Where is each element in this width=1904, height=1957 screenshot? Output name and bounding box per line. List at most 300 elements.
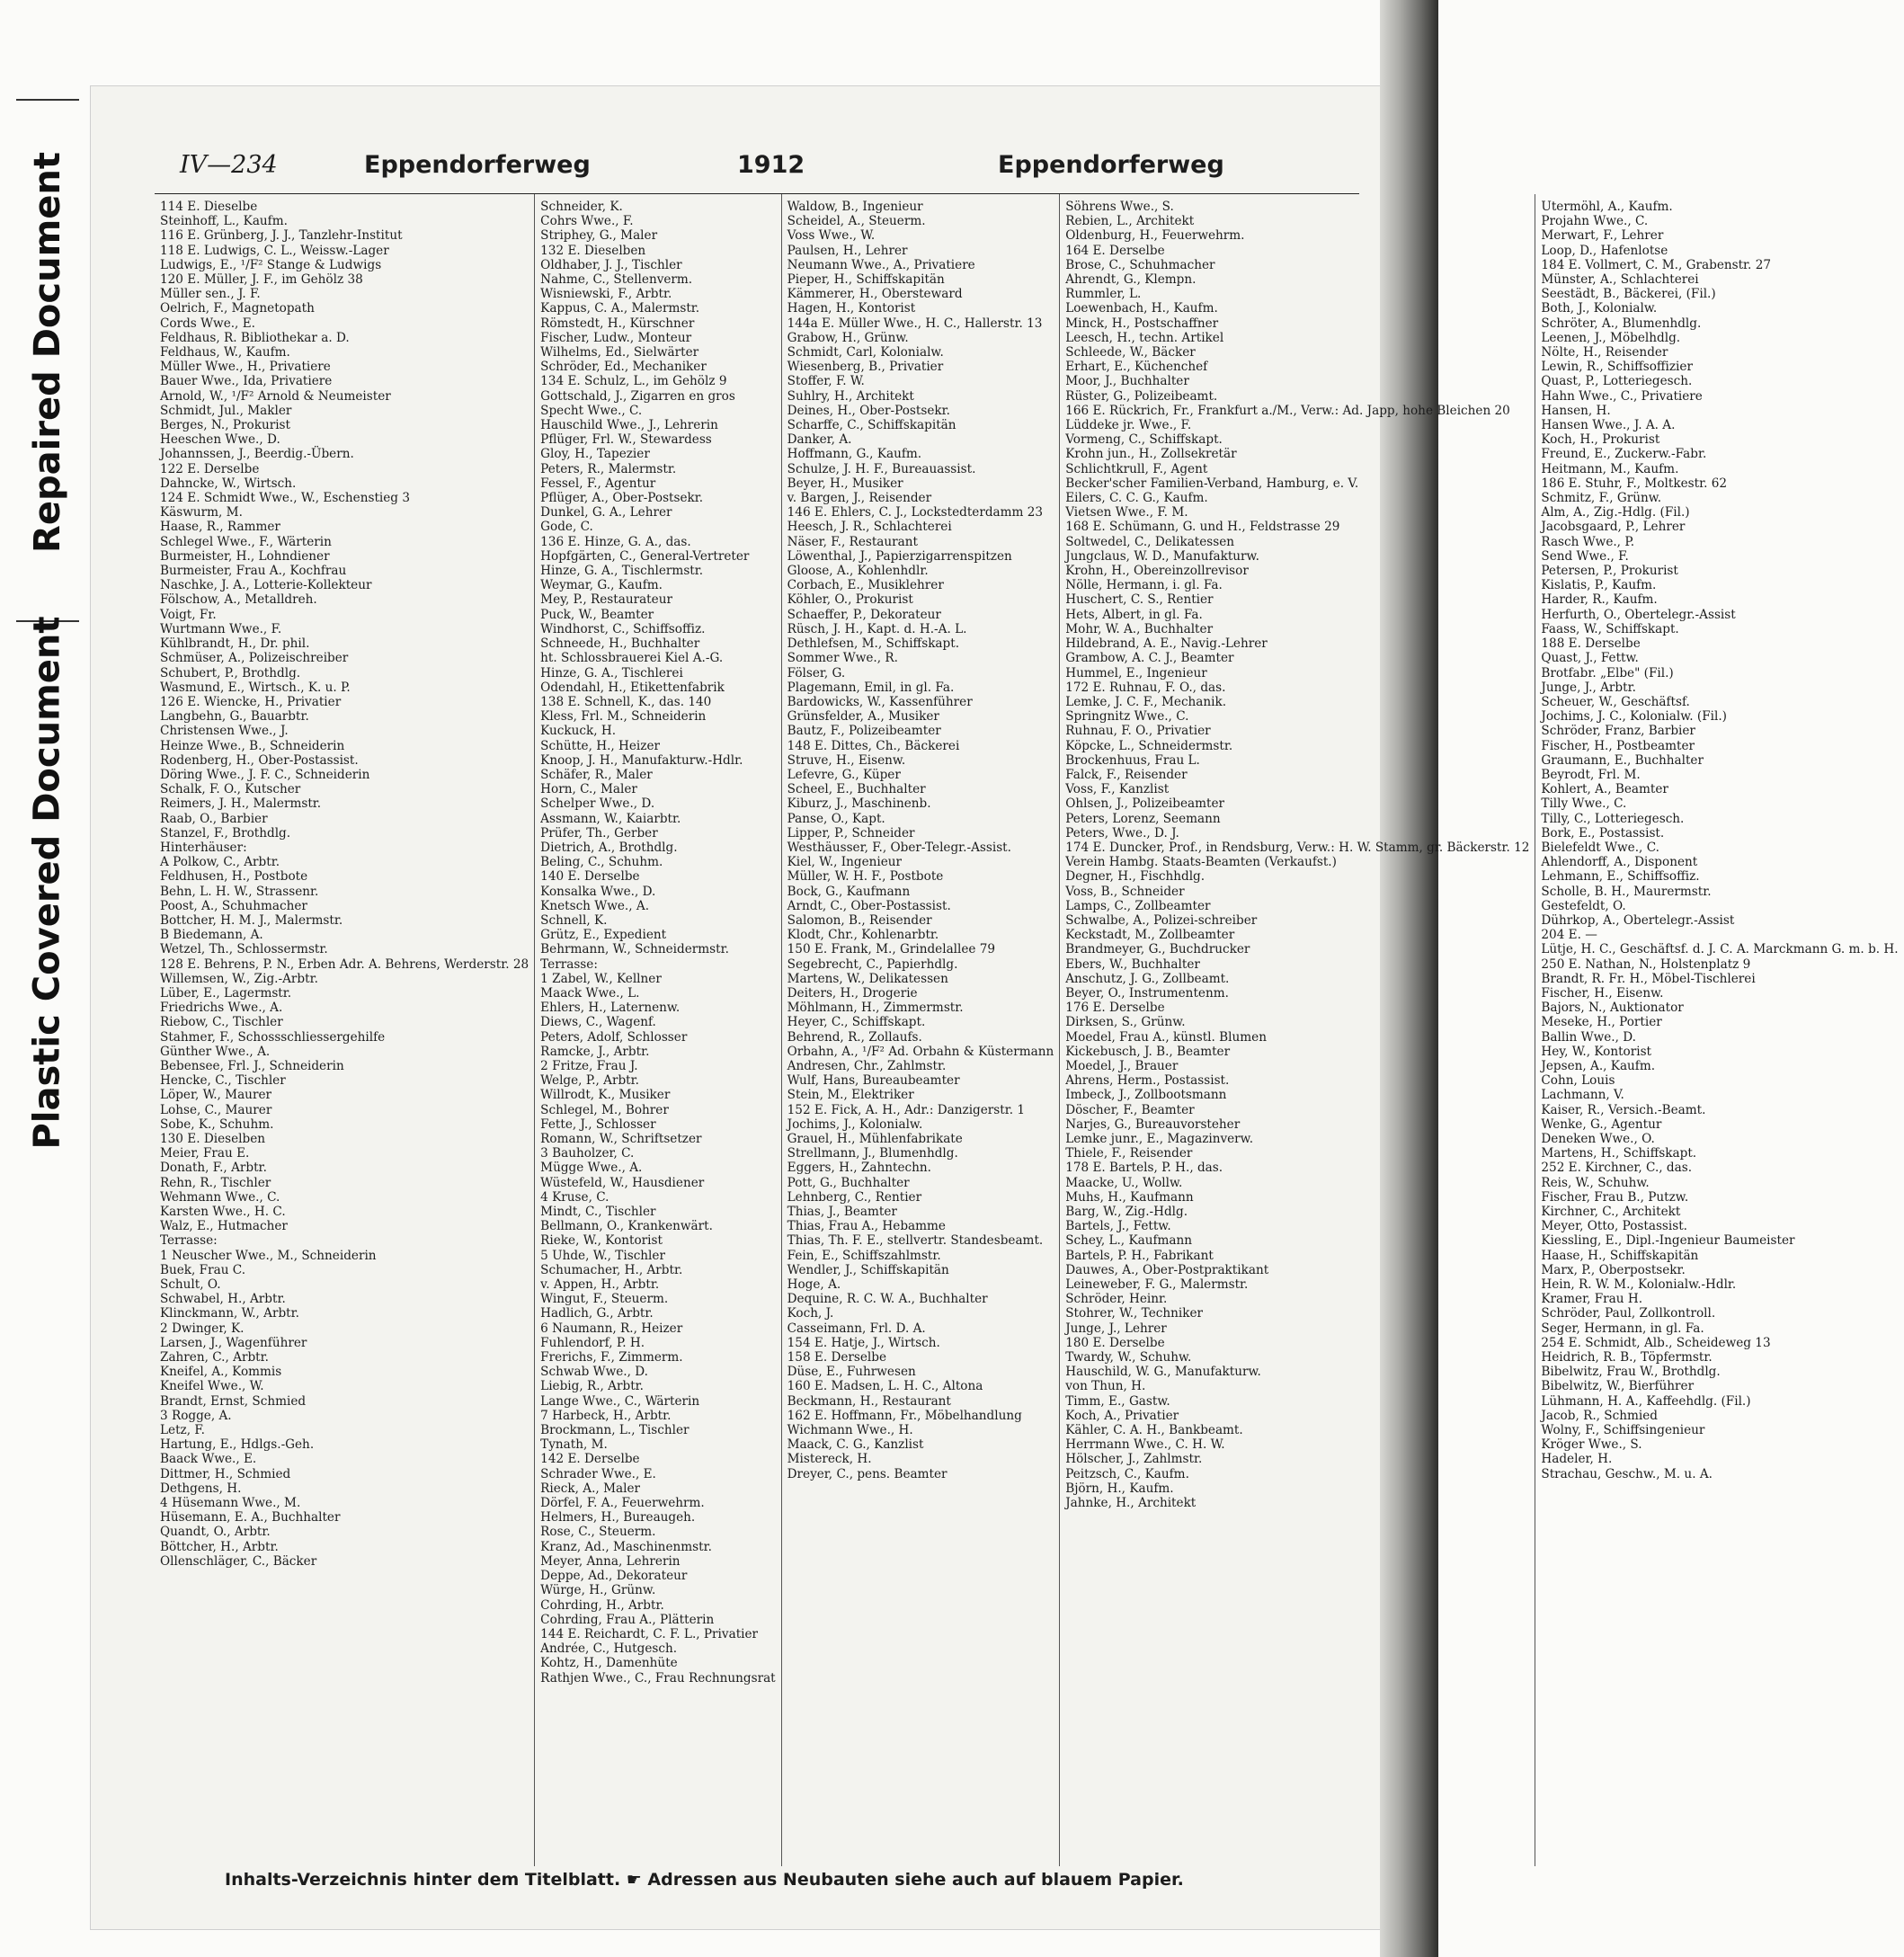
directory-entry: Schlegel, M., Bohrer — [540, 1102, 669, 1117]
directory-entry: Deneken Wwe., O. — [1541, 1132, 1655, 1146]
directory-entry: Vietsen Wwe., F. M. — [1065, 505, 1188, 520]
directory-entry: Schäfer, R., Maler — [540, 767, 653, 782]
directory-entry: Hets, Albert, in gl. Fa. — [1065, 607, 1203, 622]
directory-entry: Dietrich, A., Brothdlg. — [540, 840, 678, 855]
directory-entry: Bork, E., Postassist. — [1541, 825, 1665, 841]
directory-entry: Eggers, H., Zahntechn. — [787, 1161, 931, 1176]
directory-entry: Kiessling, E., Dipl.-Ingenieur Baumeister — [1541, 1233, 1795, 1249]
directory-entry: Beyrodt, Frl. M. — [1541, 767, 1641, 782]
directory-entry: Fessel, F., Agentur — [540, 476, 656, 491]
directory-entry: Hopfgärten, C., General-Vertreter — [540, 548, 750, 564]
directory-entry: 162 E. Hoffmann, Fr., Möbelhandlung — [787, 1408, 1022, 1423]
directory-entry: Windhorst, C., Schiffsoffiz. — [540, 621, 706, 636]
directory-entry: Heitmann, M., Kaufm. — [1541, 461, 1679, 476]
directory-entry: Lewin, R., Schiffsoffizier — [1541, 360, 1693, 375]
directory-entry: Schaeffer, P., Dekorateur — [787, 607, 941, 622]
directory-entry: Schlichtkrull, F., Agent — [1065, 461, 1208, 476]
directory-entry: Cords Wwe., E. — [160, 316, 255, 331]
directory-entry: Schneede, H., Buchhalter — [540, 636, 700, 652]
directory-entry: Scheidel, A., Steuerm. — [787, 214, 926, 229]
directory-entry: Näser, F., Restaurant — [787, 534, 918, 549]
directory-entry: Puck, W., Beamter — [540, 607, 654, 622]
directory-entry: Walz, E., Hutmacher — [160, 1219, 288, 1234]
directory-entry: Kühlbrandt, H., Dr. phil. — [160, 636, 310, 652]
directory-entry: Schmidt, Carl, Kolonialw. — [787, 345, 944, 360]
directory-entry: Rose, C., Steuerm. — [540, 1525, 656, 1540]
directory-entry: 148 E. Dittes, Ch., Bäckerei — [787, 738, 960, 753]
directory-entry: Hey, W., Kontorist — [1541, 1044, 1652, 1059]
directory-entry: Peitzsch, C., Kaufm. — [1065, 1466, 1189, 1481]
directory-entry: Thias, Th. F. E., stellvertr. Standesbeamt. — [787, 1233, 1044, 1249]
directory-entry: 2 Fritze, Frau J. — [540, 1058, 638, 1073]
directory-entry: Erhart, E., Küchenchef — [1065, 360, 1208, 375]
directory-entry: Moedel, Frau A., künstl. Blumen — [1065, 1029, 1267, 1045]
directory-entry: Kappus, C. A., Malermstr. — [540, 301, 700, 316]
directory-entry: 138 E. Schnell, K., das. 140 — [540, 694, 712, 709]
directory-entry: Kröger Wwe., S. — [1541, 1437, 1642, 1453]
directory-entry: Seestädt, B., Bäckerei, (Fil.) — [1541, 287, 1716, 302]
directory-entry: Knoop, J. H., Manufakturw.-Hdlr. — [540, 752, 743, 768]
directory-entry: Pieper, H., Schiffskapitän — [787, 272, 945, 288]
directory-entry: Grauel, H., Mühlenfabrikate — [787, 1132, 963, 1146]
directory-entry: Quast, P., Lotteriegesch. — [1541, 374, 1693, 389]
repaired-document-text: Repaired Document — [27, 152, 68, 553]
directory-entry: Muhs, H., Kaufmann — [1065, 1189, 1194, 1205]
directory-entry: Hummel, E., Ingenieur — [1065, 665, 1207, 681]
directory-entry: Mohr, W. A., Buchhalter — [1065, 621, 1214, 636]
directory-entry: Wetzel, Th., Schlossermstr. — [160, 942, 328, 957]
directory-entry: Schelper Wwe., D. — [540, 796, 655, 812]
directory-entry: Hencke, C., Tischler — [160, 1073, 286, 1089]
directory-entry: 174 E. Duncker, Prof., in Rendsburg, Verw.: H. W. Stamm, gr. Bäckerstr. 12 — [1065, 840, 1530, 855]
directory-entry: Kämmerer, H., Obersteward — [787, 287, 963, 302]
directory-entry: Gode, C. — [540, 520, 593, 535]
directory-entry: Haase, H., Schiffskapitän — [1541, 1248, 1699, 1263]
directory-entry: Mey, P., Restaurateur — [540, 592, 672, 608]
directory-entry: Maacke, U., Wollw. — [1065, 1175, 1183, 1190]
directory-entry: Mindt, C., Tischler — [540, 1205, 656, 1220]
directory-entry: 6 Naumann, R., Heizer — [540, 1321, 683, 1336]
directory-entry: Imbeck, J., Zollbootsmann — [1065, 1088, 1227, 1103]
directory-entry: Faass, W., Schiffskapt. — [1541, 621, 1679, 636]
plastic-covered-text: Plastic Covered Document — [27, 616, 68, 1150]
directory-entry: Verein Hambg. Staats-Beamten (Verkaufst.) — [1065, 855, 1337, 870]
directory-entry: 2 Dwinger, K. — [160, 1321, 245, 1336]
directory-entry: Bauer Wwe., Ida, Privatiere — [160, 374, 333, 389]
directory-entry: Assmann, W., Kaiarbtr. — [540, 811, 681, 826]
plastic-covered-label — [16, 616, 79, 1150]
directory-entry: Fischer, H., Postbeamter — [1541, 738, 1695, 753]
directory-entry: Cohrding, Frau A., Plätterin — [540, 1612, 715, 1627]
directory-entry: Rieke, W., Kontorist — [540, 1233, 663, 1249]
directory-entry: Arnold, W., ¹/F² Arnold & Neumeister — [160, 388, 391, 404]
directory-entry: Kramer, Frau H. — [1541, 1292, 1643, 1307]
directory-entry: Timm, E., Gastw. — [1065, 1393, 1170, 1409]
directory-entry: Böttcher, H., Arbtr. — [160, 1539, 279, 1554]
directory-entry: Nölte, H., Reisender — [1541, 345, 1668, 360]
directory-entry: Jahnke, H., Architekt — [1065, 1496, 1197, 1511]
directory-entry: 7 Harbeck, H., Arbtr. — [540, 1408, 672, 1423]
directory-columns — [155, 193, 1899, 1866]
directory-entry: Meier, Frau E. — [160, 1146, 250, 1161]
directory-entry: 254 E. Schmidt, Alb., Scheideweg 13 — [1541, 1335, 1771, 1350]
directory-entry: Seger, Hermann, in gl. Fa. — [1541, 1321, 1704, 1336]
directory-entry: Heyer, C., Schiffskapt. — [787, 1015, 926, 1030]
directory-entry: Hadlich, G., Arbtr. — [540, 1306, 654, 1321]
directory-entry: Gloy, H., Tapezier — [540, 447, 650, 462]
directory-entry: Huschert, C. S., Rentier — [1065, 592, 1214, 608]
directory-entry: Waldow, B., Ingenieur — [787, 200, 923, 214]
directory-entry: Romann, W., Schriftsetzer — [540, 1132, 702, 1146]
directory-entry: Dörfel, F. A., Feuerwehrm. — [540, 1496, 705, 1511]
directory-entry: Welge, P., Arbtr. — [540, 1073, 639, 1089]
directory-entry: Degner, H., Fischhdlg. — [1065, 869, 1206, 885]
directory-entry: Lefevre, G., Küper — [787, 767, 901, 782]
directory-entry: Käswurm, M. — [160, 505, 243, 520]
directory-entry: Terrasse: — [540, 956, 598, 972]
directory-entry: Orbahn, A., ¹/F² Ad. Orbahn & Küstermann — [787, 1044, 1054, 1059]
directory-entry: Kuckuck, H. — [540, 724, 617, 739]
directory-entry: Mistereck, H. — [787, 1452, 872, 1467]
directory-entry: Scharffe, C., Schiffskapitän — [787, 418, 956, 433]
directory-entry: 188 E. Derselbe — [1541, 636, 1641, 652]
directory-column-5 — [1535, 194, 1903, 1866]
page-number: IV—234 — [180, 151, 278, 179]
directory-entry: Stoffer, F. W. — [787, 374, 865, 389]
directory-entry: 1 Zabel, W., Kellner — [540, 971, 662, 986]
directory-entry: 120 E. Müller, J. F., im Gehölz 38 — [160, 272, 363, 288]
directory-entry: Schey, L., Kaufmann — [1065, 1233, 1193, 1249]
directory-entry: Scholle, B. H., Maurermstr. — [1541, 884, 1712, 899]
directory-entry: Lehnberg, C., Rentier — [787, 1189, 922, 1205]
directory-entry: Panse, O., Kapt. — [787, 811, 885, 826]
directory-entry: Döscher, F., Beamter — [1065, 1102, 1195, 1117]
directory-entry: Peters, Lorenz, Seemann — [1065, 811, 1221, 826]
directory-entry: Lütje, H. C., Geschäftsf. d. J. C. A. Marckmann G. m. b. H. — [1541, 942, 1899, 957]
directory-entry: Rebien, L., Architekt — [1065, 214, 1195, 229]
directory-entry: Brose, C., Schuhmacher — [1065, 257, 1215, 272]
directory-entry: 1 Neuscher Wwe., M., Schneiderin — [160, 1248, 377, 1263]
directory-entry: Rüster, G., Polizeibeamt. — [1065, 388, 1218, 404]
directory-entry: Möhlmann, H., Zimmermstr. — [787, 1001, 964, 1016]
directory-entry: Ohlsen, J., Polizeibeamter — [1065, 796, 1225, 812]
directory-entry: Cohrs Wwe., F. — [540, 214, 634, 229]
directory-entry: Tilly Wwe., C. — [1541, 796, 1627, 812]
directory-entry: Lühmann, H. A., Kaffeehdlg. (Fil.) — [1541, 1393, 1751, 1409]
directory-entry: Kiburz, J., Maschinenb. — [787, 796, 931, 812]
directory-entry: Hansen, H. — [1541, 403, 1611, 418]
directory-entry: Rehn, R., Tischler — [160, 1175, 271, 1190]
directory-entry: Düse, E., Fuhrwesen — [787, 1365, 916, 1380]
directory-entry: Buek, Frau C. — [160, 1262, 246, 1277]
directory-entry: Stein, M., Elektriker — [787, 1088, 914, 1103]
directory-entry: Behrend, R., Zollaufs. — [787, 1029, 922, 1045]
directory-entry: Schult, O. — [160, 1277, 221, 1293]
directory-entry: Tynath, M. — [540, 1437, 608, 1453]
directory-entry: Strachau, Geschw., M. u. A. — [1541, 1466, 1713, 1481]
directory-entry: Brockmann, L., Tischler — [540, 1423, 690, 1438]
directory-entry: Hinterhäuser: — [160, 840, 247, 855]
directory-entry: Voss, B., Schneider — [1065, 884, 1185, 899]
directory-entry: 136 E. Hinze, G. A., das. — [540, 534, 691, 549]
directory-entry: Wüstefeld, W., Hausdiener — [540, 1175, 705, 1190]
directory-entry: Wurtmann Wwe., F. — [160, 621, 282, 636]
directory-entry: Schröder, Paul, Zollkontroll. — [1541, 1306, 1716, 1321]
directory-entry: Both, J., Kolonialw. — [1541, 301, 1658, 316]
directory-entry: Jacobsgaard, P., Lehrer — [1541, 520, 1686, 535]
directory-entry: Koch, J. — [787, 1306, 834, 1321]
directory-entry: Behrmann, W., Schneidermstr. — [540, 942, 729, 957]
directory-entry: Minck, H., Postschaffner — [1065, 316, 1219, 331]
directory-entry: Bellmann, O., Krankenwärt. — [540, 1219, 713, 1234]
directory-entry: Grünsfelder, A., Musiker — [787, 709, 939, 725]
directory-entry: Dührkop, A., Obertelegr.-Assist — [1541, 912, 1735, 928]
directory-entry: Springnitz Wwe., C. — [1065, 709, 1189, 725]
directory-entry: Heeschen Wwe., D. — [160, 432, 280, 448]
directory-entry: Wingut, F., Steuerm. — [540, 1292, 669, 1307]
directory-entry: Wisniewski, F., Arbtr. — [540, 287, 672, 302]
directory-entry: Harder, R., Kaufm. — [1541, 592, 1658, 608]
directory-entry: Haase, R., Rammer — [160, 520, 280, 535]
directory-entry: Müller Wwe., H., Privatiere — [160, 360, 331, 375]
directory-entry: Loop, D., Hafenlotse — [1541, 243, 1668, 258]
directory-entry: 250 E. Nathan, N., Holstenplatz 9 — [1541, 956, 1751, 972]
directory-entry: Münster, A., Schlachterei — [1541, 272, 1699, 288]
directory-entry: 160 E. Madsen, L. H. C., Altona — [787, 1379, 983, 1394]
directory-entry: Merwart, F., Lehrer — [1541, 228, 1664, 244]
street-title-right: Eppendorferweg — [998, 151, 1224, 179]
directory-entry: Tilly, C., Lotteriegesch. — [1541, 811, 1685, 826]
directory-entry: Dequine, R. C. W. A., Buchhalter — [787, 1292, 988, 1307]
directory-entry: 166 E. Rückrich, Fr., Frankfurt a./M., Verw.: Ad. Japp, hohe Bleichen 20 — [1065, 403, 1510, 418]
directory-entry: Paulsen, H., Lehrer — [787, 243, 908, 258]
directory-entry: Hüsemann, E. A., Buchhalter — [160, 1510, 341, 1526]
directory-entry: Kohtz, H., Damenhüte — [540, 1656, 678, 1671]
directory-entry: Ollenschläger, C., Bäcker — [160, 1553, 317, 1569]
directory-entry: Mügge Wwe., A. — [540, 1161, 643, 1176]
directory-entry: Schmüser, A., Polizeischreiber — [160, 651, 349, 666]
directory-entry: Löwenthal, J., Papierzigarrenspitzen — [787, 548, 1012, 564]
directory-entry: Kickebusch, J. B., Beamter — [1065, 1044, 1231, 1059]
directory-entry: Heidrich, R. B., Töpfermstr. — [1541, 1350, 1713, 1365]
directory-entry: Fein, E., Schiffszahlmstr. — [787, 1248, 941, 1263]
directory-entry: Günther Wwe., A. — [160, 1044, 271, 1059]
directory-entry: Jepsen, A., Kaufm. — [1541, 1058, 1656, 1073]
directory-entry: Bajors, N., Auktionator — [1541, 1001, 1684, 1016]
directory-entry: 186 E. Stuhr, F., Moltkestr. 62 — [1541, 476, 1728, 491]
directory-entry: Liebig, R., Arbtr. — [540, 1379, 644, 1394]
directory-entry: Nahme, C., Stellenverm. — [540, 272, 693, 288]
directory-entry: Dauwes, A., Ober-Postpraktikant — [1065, 1262, 1269, 1277]
directory-entry: Stohrer, W., Techniker — [1065, 1306, 1203, 1321]
directory-entry: Rasch Wwe., P. — [1541, 534, 1635, 549]
directory-entry: 122 E. Derselbe — [160, 461, 260, 476]
directory-entry: Freund, E., Zuckerw.-Fabr. — [1541, 447, 1707, 462]
directory-entry: Konsalka Wwe., D. — [540, 884, 656, 899]
directory-entry: Schwab Wwe., D. — [540, 1365, 648, 1380]
street-title-left: Eppendorferweg — [364, 151, 591, 179]
directory-entry: Bartels, P. H., Fabrikant — [1065, 1248, 1214, 1263]
directory-entry: Hauschild, W. G., Manufakturw. — [1065, 1365, 1261, 1380]
directory-entry: Strellmann, J., Blumenhdlg. — [787, 1146, 958, 1161]
directory-entry: Hildebrand, A. E., Navig.-Lehrer — [1065, 636, 1268, 652]
directory-entry: 116 E. Grünberg, J. J., Tanzlehr-Institut — [160, 228, 403, 244]
directory-entry: Projahn Wwe., C. — [1541, 214, 1649, 229]
directory-entry: Feldhaus, W., Kaufm. — [160, 345, 290, 360]
directory-entry: Schütte, H., Heizer — [540, 738, 660, 753]
directory-entry: Junge, J., Arbtr. — [1541, 680, 1636, 695]
directory-entry: 3 Rogge, A. — [160, 1408, 232, 1423]
directory-entry: 5 Uhde, W., Tischler — [540, 1248, 665, 1263]
directory-entry: Terrasse: — [160, 1233, 218, 1249]
directory-entry: 142 E. Derselbe — [540, 1452, 640, 1467]
directory-entry: Moor, J., Buchhalter — [1065, 374, 1189, 389]
page-footer: Inhalts-Verzeichnis hinter dem Titelblatt. ☛ Adressen aus Neubauten siehe auch auf blauem Papier. — [225, 1870, 1184, 1890]
directory-entry: Wilhelms, Ed., Sielwärter — [540, 345, 699, 360]
directory-entry: Scheuer, W., Geschäftsf. — [1541, 694, 1690, 709]
directory-entry: Schröder, Heinr. — [1065, 1292, 1168, 1307]
directory-entry: Grambow, A. C. J., Beamter — [1065, 651, 1234, 666]
directory-entry: Ahrens, Herm., Postassist. — [1065, 1073, 1230, 1089]
directory-column-3 — [782, 194, 1061, 1866]
directory-entry: Köhler, O., Prokurist — [787, 592, 913, 608]
directory-entry: Jacob, R., Schmied — [1541, 1408, 1658, 1423]
directory-entry: Schlegel Wwe., F., Wärterin — [160, 534, 332, 549]
directory-column-2 — [535, 194, 781, 1866]
directory-entry: Meyer, Otto, Postassist. — [1541, 1219, 1688, 1234]
directory-entry: Bottcher, H. M. J., Malermstr. — [160, 912, 343, 928]
directory-entry: Berges, N., Prokurist — [160, 418, 290, 433]
directory-entry: 118 E. Ludwigs, C. L., Weissw.-Lager — [160, 243, 389, 258]
directory-entry: Schrader Wwe., E. — [540, 1466, 656, 1481]
directory-entry: 172 E. Ruhnau, F. O., das. — [1065, 680, 1226, 695]
directory-entry: Leesch, H., techn. Artikel — [1065, 330, 1224, 345]
directory-entry: 114 E. Dieselbe — [160, 200, 258, 214]
directory-entry: Bautz, F., Polizeibeamter — [787, 724, 941, 739]
directory-entry: Lipper, P., Schneider — [787, 825, 915, 841]
directory-entry: Fischer, Ludw., Monteur — [540, 330, 692, 345]
directory-entry: Hoge, A. — [787, 1277, 841, 1293]
directory-entry: Dreyer, C., pens. Beamter — [787, 1466, 948, 1481]
directory-entry: Bardowicks, W., Kassenführer — [787, 694, 973, 709]
directory-entry: Fischer, Frau B., Putzw. — [1541, 1189, 1689, 1205]
directory-entry: Feldhusen, H., Postbote — [160, 869, 308, 885]
directory-entry: Peters, Adolf, Schlosser — [540, 1029, 688, 1045]
directory-entry: Ludwigs, E., ¹/F² Stange & Ludwigs — [160, 257, 382, 272]
directory-entry: Arndt, C., Ober-Postassist. — [787, 898, 951, 913]
directory-entry: Bibelwitz, W., Bierführer — [1541, 1379, 1695, 1394]
directory-entry: Dunkel, G. A., Lehrer — [540, 505, 672, 520]
directory-entry: Rummler, L. — [1065, 287, 1142, 302]
directory-entry: Lüddeke jr. Wwe., F. — [1065, 418, 1192, 433]
directory-entry: Rüsch, J. H., Kapt. d. H.-A. L. — [787, 621, 967, 636]
directory-entry: Hoffmann, G., Kaufm. — [787, 447, 922, 462]
directory-entry: Schulze, J. H. F., Bureauassist. — [787, 461, 976, 476]
directory-entry: Wehmann Wwe., C. — [160, 1189, 280, 1205]
directory-entry: Voigt, Fr. — [160, 607, 217, 622]
directory-entry: Hauschild Wwe., J., Lehrerin — [540, 418, 718, 433]
directory-entry: Quandt, O., Arbtr. — [160, 1525, 271, 1540]
directory-entry: 180 E. Derselbe — [1065, 1335, 1165, 1350]
directory-entry: Brotfabr. „Elbe" (Fil.) — [1541, 665, 1674, 681]
directory-entry: Odendahl, H., Etikettenfabrik — [540, 680, 725, 695]
directory-entry: Brandmeyer, G., Buchdrucker — [1065, 942, 1250, 957]
directory-entry: Wenke, G., Agentur — [1541, 1116, 1662, 1132]
directory-entry: 4 Kruse, C. — [540, 1189, 609, 1205]
directory-entry: Cohrding, H., Arbtr. — [540, 1597, 664, 1613]
directory-entry: Hadeler, H. — [1541, 1452, 1613, 1467]
directory-entry: Pflüger, Frl. W., Stewardess — [540, 432, 712, 448]
directory-entry: Dethgens, H. — [160, 1481, 242, 1496]
directory-entry: Fette, J., Schlosser — [540, 1116, 656, 1132]
directory-entry: Friedrichs Wwe., A. — [160, 1001, 283, 1016]
directory-entry: Lohse, C., Maurer — [160, 1102, 272, 1117]
directory-entry: Segebrecht, C., Papierhdlg. — [787, 956, 958, 972]
directory-entry: Brandt, R. Fr. H., Möbel-Tischlerei — [1541, 971, 1756, 986]
directory-entry: Schleede, W., Bäcker — [1065, 345, 1196, 360]
directory-entry: Corbach, E., Musiklehrer — [787, 578, 944, 593]
directory-entry: Letz, F. — [160, 1423, 205, 1438]
directory-column-4 — [1060, 194, 1535, 1866]
directory-entry: Ramcke, J., Arbtr. — [540, 1044, 650, 1059]
directory-entry: Rathjen Wwe., C., Frau Rechnungsrat — [540, 1670, 776, 1686]
directory-entry: Ruhnau, F. O., Privatier — [1065, 724, 1211, 739]
directory-entry: 176 E. Derselbe — [1065, 1001, 1165, 1016]
directory-entry: Hinze, G. A., Tischlermstr. — [540, 564, 704, 579]
directory-entry: Brandt, Ernst, Schmied — [160, 1393, 307, 1409]
directory-entry: Baack Wwe., E. — [160, 1452, 257, 1467]
directory-entry: Quast, J., Fettw. — [1541, 651, 1639, 666]
directory-entry: Donath, F., Arbtr. — [160, 1161, 267, 1176]
directory-entry: Lüber, E., Lagermstr. — [160, 985, 292, 1001]
directory-entry: Wulf, Hans, Bureaubeamter — [787, 1073, 960, 1089]
directory-entry: Meyer, Anna, Lehrerin — [540, 1553, 681, 1569]
directory-entry: Larsen, J., Wagenführer — [160, 1335, 307, 1350]
directory-entry: Christensen Wwe., J. — [160, 724, 289, 739]
directory-entry: 154 E. Hatje, J., Wirtsch. — [787, 1335, 940, 1350]
directory-entry: Burmeister, H., Lohndiener — [160, 548, 330, 564]
directory-entry: Peters, R., Malermstr. — [540, 461, 677, 476]
directory-entry: Martens, H., Schiffskapt. — [1541, 1146, 1697, 1161]
directory-entry: Kähler, C. A. H., Bankbeamt. — [1065, 1423, 1243, 1438]
directory-entry: Herrmann Wwe., C. H. W. — [1065, 1437, 1225, 1453]
directory-entry: Utermöhl, A., Kaufm. — [1541, 200, 1673, 214]
directory-entry: Müller sen., J. F. — [160, 287, 261, 302]
directory-entry: Leenen, J., Möbelhdlg. — [1541, 330, 1681, 345]
directory-entry: Deines, H., Ober-Postsekr. — [787, 403, 950, 418]
directory-entry: von Thun, H. — [1065, 1379, 1146, 1394]
directory-entry: Thias, J., Beamter — [787, 1205, 897, 1220]
directory-entry: 144a E. Müller Wwe., H. C., Hallerstr. 13 — [787, 316, 1043, 331]
directory-entry: Marx, P., Oberpostsekr. — [1541, 1262, 1686, 1277]
directory-entry: Schröder, Ed., Mechaniker — [540, 360, 707, 375]
directory-entry: 134 E. Schulz, L., im Gehölz 9 — [540, 374, 727, 389]
repaired-document-label — [16, 99, 79, 604]
directory-entry: Fölser, G. — [787, 665, 846, 681]
directory-entry: Klodt, Chr., Kohlenarbtr. — [787, 928, 939, 943]
directory-entry: Löper, W., Maurer — [160, 1088, 271, 1103]
directory-entry: Kiel, W., Ingenieur — [787, 855, 903, 870]
directory-entry: Schmitz, F., Grünw. — [1541, 491, 1662, 506]
directory-entry: Pflüger, A., Ober-Postsekr. — [540, 491, 704, 506]
directory-entry: 150 E. Frank, M., Grindelallee 79 — [787, 942, 996, 957]
directory-entry: Dethlefsen, M., Schiffskapt. — [787, 636, 960, 652]
directory-entry: Hahn Wwe., C., Privatiere — [1541, 388, 1703, 404]
directory-entry: 4 Hüsemann Wwe., M. — [160, 1496, 301, 1511]
year-title: 1912 — [737, 151, 805, 179]
directory-entry: Striphey, G., Maler — [540, 228, 658, 244]
directory-entry: Müller, W. H. F., Postbote — [787, 869, 944, 885]
